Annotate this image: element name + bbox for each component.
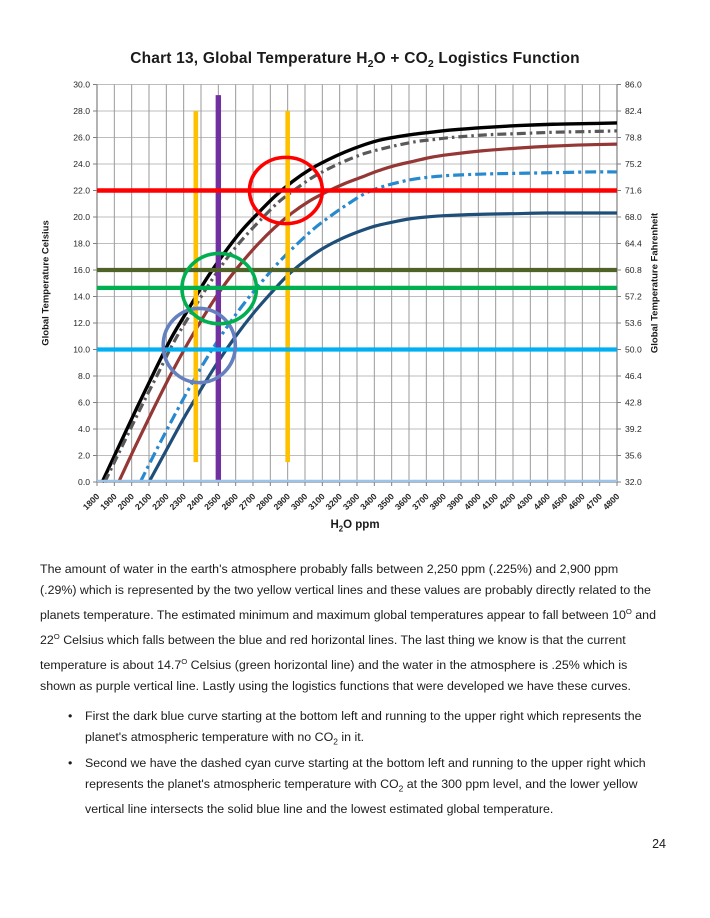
x-tick-label: 2500: [202, 491, 223, 512]
y-right-tick-label: 75.2: [625, 159, 642, 169]
x-tick-label: 2000: [115, 491, 137, 512]
x-tick-label: 3400: [358, 491, 379, 512]
y-left-tick-label: 6.0: [78, 397, 90, 408]
x-axis-title: $H_2O$ ppm: [330, 519, 380, 534]
y-left-tick-label: 0.0: [78, 477, 90, 487]
x-tick-label: 4300: [514, 491, 535, 512]
y-left-tick-label: 22.0: [73, 185, 90, 196]
y-left-tick-label: 28.0: [73, 106, 90, 116]
y-left-tick-label: 8.0: [78, 371, 90, 381]
x-tick-label: 4500: [548, 491, 570, 512]
y-right-tick-label: 64.4: [625, 238, 642, 249]
x-tick-label: 2400: [184, 491, 206, 512]
y-right-tick-label: 42.8: [625, 397, 642, 408]
y-right-tick-label: 60.8: [625, 265, 642, 275]
y-right-tick-label: 57.2: [625, 291, 642, 302]
y-right-tick-label: 50.0: [625, 344, 642, 355]
x-tick-label: 3600: [392, 491, 414, 512]
x-tick-label: 4600: [566, 491, 587, 512]
x-tick-label: 2100: [132, 491, 154, 512]
x-tick-label: 4200: [496, 491, 518, 512]
y-left-tick-label: 2.0: [78, 450, 90, 461]
y-left-tick-label: 12.0: [73, 318, 90, 328]
y-right-tick-label: 32.0: [625, 477, 642, 487]
y-right-tick-label: 39.2: [625, 424, 642, 434]
series-cyan-dashdot-curve-co2-300ppm: [140, 172, 617, 482]
y-left-tick-label: 10.0: [73, 344, 90, 355]
y-axis-title-fahrenheit: Global Temperature Fahrenheit: [649, 212, 661, 354]
x-tick-label: 3200: [323, 491, 345, 512]
x-tick-label: 2800: [254, 491, 275, 512]
y-left-tick-label: 4.0: [78, 424, 90, 434]
x-tick-label: 2300: [167, 491, 189, 512]
bullet-item-2: • Second we have the dashed cyan curve starting at the bottom left and running to the upper right which represents the planet's atmospheric temperature with $CO_2$ at the 300 ppm level, and the lower yellow vertical line intersects the solid blue line and the lowest estimated global temperature.: [85, 753, 653, 820]
x-tick-label: 3300: [340, 491, 362, 512]
y-right-tick-label: 53.6: [625, 318, 642, 328]
x-tick-label: 4100: [479, 491, 501, 512]
y-left-tick-label: 16.0: [73, 265, 90, 275]
y-left-tick-label: 26.0: [73, 132, 90, 143]
paragraph: The amount of water in the earth's atmosphere probably falls between 2,250 ppm (.225%) and 2,900 ppm (.29%) which is represented by the two yellow vertical lines and these values are probably directly related to the planets temperature. The estimated minimum and maximum global temperatures appear to fall between $10^O$ and $22^O$ Celsius which falls between the blue and red horizontal lines. The last thing we know is that the current temperature is about $14.7^O$ Celsius (green horizontal line) and the water in the atmosphere is .25% which is shown as purple vertical line. Lastly using the logistics functions that were developed we have these curves.: [40, 562, 656, 694]
x-tick-label: 3500: [375, 491, 397, 512]
y-left-tick-label: 14.0: [73, 291, 90, 302]
bullet-list: [40, 706, 653, 820]
x-tick-label: 1900: [98, 491, 119, 512]
y-left-tick-label: 24.0: [73, 159, 90, 169]
x-tick-label: 4800: [600, 491, 622, 512]
x-tick-label: 4700: [583, 491, 605, 512]
y-left-tick-label: 20.0: [73, 212, 90, 222]
x-tick-label: 2700: [236, 491, 258, 512]
y-axis-title-celsius: Global Temperature Celsius: [40, 220, 52, 346]
y-right-tick-label: 68.0: [625, 212, 642, 222]
y-right-tick-label: 46.4: [625, 371, 642, 381]
x-tick-label: 4400: [531, 491, 553, 512]
x-tick-label: 3700: [410, 491, 431, 512]
page-number: 24: [652, 837, 666, 851]
x-tick-label: 3000: [288, 491, 310, 512]
chart-title: Chart 13, Global Temperature $H_2O + CO_2$ Logistics Function: [130, 50, 580, 71]
y-right-tick-label: 71.6: [625, 185, 642, 196]
x-tick-label: 3100: [306, 491, 327, 512]
x-tick-label: 2200: [150, 491, 171, 512]
y-right-tick-label: 35.6: [625, 450, 642, 461]
y-right-tick-label: 86.0: [625, 79, 642, 90]
x-tick-label: 4000: [462, 491, 483, 512]
y-left-tick-label: 30.0: [73, 79, 90, 90]
x-tick-label: 2600: [219, 491, 241, 512]
x-tick-label: 2900: [271, 491, 293, 512]
y-left-tick-label: 18.0: [73, 238, 90, 249]
y-right-tick-label: 78.8: [625, 132, 642, 143]
body-text-block: [40, 559, 658, 820]
x-tick-label: 3900: [444, 491, 466, 512]
x-tick-label: 1800: [80, 491, 102, 512]
x-tick-label: 3800: [427, 491, 449, 512]
bullet-item-1: • First the dark blue curve starting at the bottom left and running to the upper right which represents the planet's atmospheric temperature with no $CO_2$ in it.: [85, 706, 653, 752]
y-right-tick-label: 82.4: [625, 106, 642, 116]
